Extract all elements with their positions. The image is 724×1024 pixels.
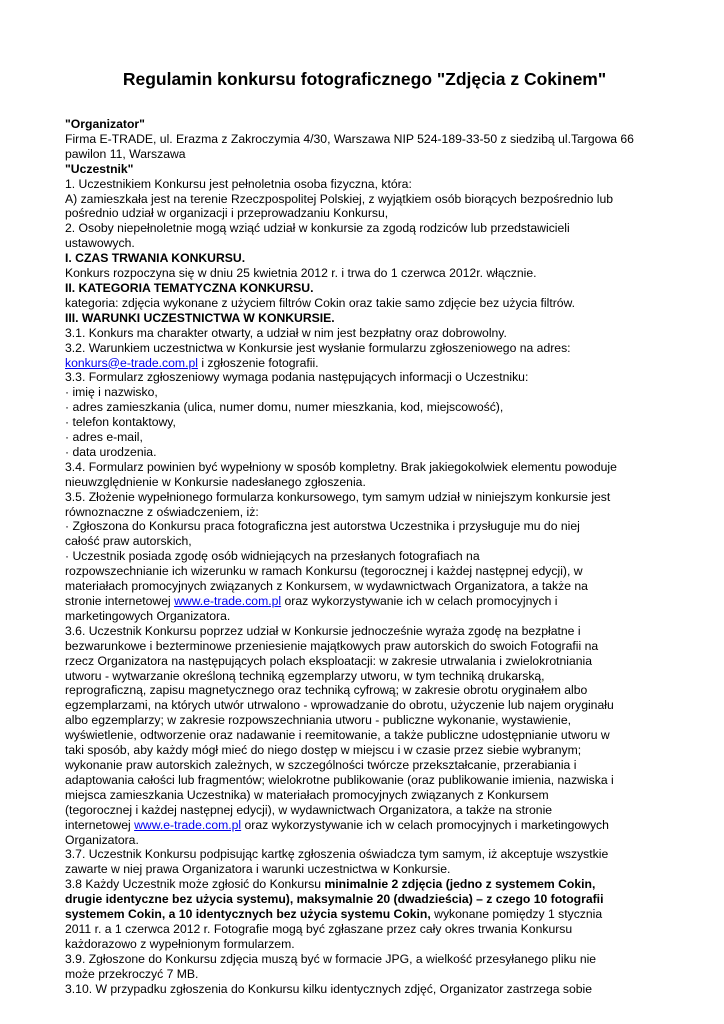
text-line: "Uczestnik" <box>65 161 134 176</box>
text-line: rozpowszechnianie ich wizerunku w ramach Konkursu (tegorocznej i każdej następnej edycji), w <box>65 564 583 579</box>
website-link[interactable]: www.e-trade.com.pl <box>174 594 282 608</box>
website-link[interactable]: www.e-trade.com.pl <box>134 817 242 832</box>
text-line: 3.2. Warunkiem uczestnictwa w Konkursie jest wysłanie formularzu zgłoszeniowego na adres: <box>65 340 571 355</box>
text-line: (tegorocznej i każdej następnej edycji), w wydawnictwach Organizatora, a także na stronie <box>65 802 553 817</box>
list-item: · Zgłoszona do Konkursu praca fotograficzna jest autorstwa Uczestnika i przysługuje mu do niej <box>65 519 580 534</box>
list-item: · data urodzenia. <box>65 444 157 459</box>
text-line <box>65 877 664 892</box>
text-line: Organizatora. <box>65 832 139 847</box>
text-line: 3.6. Uczestnik Konkursu poprzez udział w Konkursie jednocześnie wyraża zgodę na bezpłatne i <box>65 623 581 638</box>
text-span: oraz wykorzystywanie ich w celach promocyjnych i marketingowych <box>241 817 609 832</box>
text-span: 3.8 Każdy Uczestnik może zgłosić do Konkursu <box>65 877 325 892</box>
text-line: 3.9. Zgłoszone do Konkursu zdjęcia muszą być w formacie JPG, a wielkość przesyłanego pliku nie <box>65 951 597 966</box>
bold-span: systemem Cokin, a 10 identycznych bez użycia systemu Cokin, <box>65 907 431 922</box>
section-heading: I. CZAS TRWANIA KONKURSU. <box>65 251 246 266</box>
text-line: pośrednio udział w organizacji i przeprowadzaniu Konkursu, <box>65 206 389 221</box>
text-line: całość praw autorskich, <box>65 534 192 549</box>
text-line: może przekroczyć 7 MB. <box>65 966 199 981</box>
text-line: 1. Uczestnikiem Konkursu jest pełnoletnia osoba fizyczna, która: <box>65 176 412 191</box>
text-line <box>65 356 664 371</box>
list-item: · adres e-mail, <box>65 430 143 445</box>
text-line: rzecz Organizatora na następujących polach eksploatacji: w zakresie utrwalania i zwielokrotniania <box>65 653 593 668</box>
text-line: "Organizator" <box>65 117 145 131</box>
text-line: 3.1. Konkurs ma charakter otwarty, a udział w nim jest bezpłatny oraz dobrowolny. <box>65 325 507 340</box>
text-line: zawarte w niej prawa Organizatora i warunki uczestnictwa w Konkursie. <box>65 862 451 877</box>
text-line: Firma E-TRADE, ul. Erazma z Zakroczymia 4/30, Warszawa NIP 524-189-33-50 z siedzibą ul.Targowa 66 <box>65 131 634 146</box>
text-line: 3.4. Formularz powinien być wypełniony w sposób kompletny. Brak jakiegokolwiek elementu powoduje <box>65 459 617 474</box>
text-line: ustawowych. <box>65 236 135 251</box>
list-item: · Uczestnik posiada zgodę osób widniejących na przesłanych fotografiach na <box>65 549 480 564</box>
text-line: wykonanie praw autorskich zależnych, w szczególności twórcze przekształcanie, przerabiania i <box>65 757 577 772</box>
section-heading: II. KATEGORIA TEMATYCZNA KONKURSU. <box>65 280 314 295</box>
text-line: Konkurs rozpoczyna się w dniu 25 kwietnia 2012 r. i trwa do 1 czerwca 2012r. włącznie. <box>65 266 537 281</box>
text-line: adaptowania całości lub fragmentów; wielokrotne publikowanie (oraz publikowanie imienia, nazwiska i <box>65 772 614 787</box>
text-line: 3.5. Złożenie wypełnionego formularza konkursowego, tym samym udział w niniejszym konkursie jest <box>65 489 611 504</box>
text-span: wykonane pomiędzy 1 stycznia <box>430 907 603 922</box>
list-item: · imię i nazwisko, <box>65 385 158 400</box>
text-line <box>65 907 664 922</box>
text-line: materiałach promocyjnych związanych z Konkursem, w wydawnictwach Organizatora, a także na <box>65 579 588 594</box>
list-item: · adres zamieszkania (ulica, numer domu, numer mieszkania, kod, miejscowość), <box>65 400 504 415</box>
text-line: bezwarunkowe i bezterminowe przeniesienie majątkowych praw autorskich do swoich Fotografii na <box>65 638 599 653</box>
text-line: 3.3. Formularz zgłoszeniowy wymaga podania następujących informacji o Uczestniku: <box>65 370 529 385</box>
text-line: reprograficzną, zapisu magnetycznego oraz techniką cyfrową; w zakresie obrotu oryginałem albo <box>65 683 588 698</box>
text-line: 2. Osoby niepełnoletnie mogą wziąć udział w konkursie za zgodą rodziców lub przedstawicieli <box>65 221 570 236</box>
text-line: pawilon 11, Warszawa <box>65 146 186 161</box>
text-line: albo egzemplarzy; w zakresie rozpowszechniania utworu - publiczne wykonanie, wystawienie, <box>65 713 572 728</box>
text-line: każdorazowo z wypełnionym formularzem. <box>65 936 295 951</box>
text-line: marketingowych Organizatora. <box>65 608 231 623</box>
text-span: i zgłoszenie fotografii. <box>197 355 319 370</box>
text-line: równoznaczne z oświadczeniem, iż: <box>65 504 259 519</box>
text-line: taki sposób, aby każdy mógł mieć do niego dostęp w miejscu i w czasie przez siebie wybranym; <box>65 743 582 758</box>
text-span: internetowej <box>65 817 135 832</box>
text-line: miejsca zamieszkania Uczestnika) w materiałach promocyjnych związanych z Konkursem <box>65 787 549 802</box>
bold-span: minimalnie 2 zdjęcia (jedno z systemem Cokin, <box>324 877 596 892</box>
text-line <box>65 594 664 609</box>
text-span: stronie internetowej <box>65 594 175 608</box>
email-link[interactable]: konkurs@e-trade.com.pl <box>65 355 198 370</box>
text-line: A) zamieszkała jest na terenie Rzeczpospolitej Polskiej, z wyjątkiem osób biorących bezpośrednio lub <box>65 191 614 206</box>
section-heading: III. WARUNKI UCZESTNICTWA W KONKURSIE. <box>65 310 335 325</box>
text-line: 3.7. Uczestnik Konkursu podpisując kartkę zgłoszenia oświadcza tym samym, iż akceptuje wszystkie <box>65 847 609 862</box>
text-line: kategoria: zdjęcia wykonane z użyciem filtrów Cokin oraz takie samo zdjęcie bez użycia filtrów. <box>65 295 576 310</box>
text-line: drugie identyczne bez użycia systemu), maksymalnie 20 (dwadzieścia) – z czego 10 fotografii <box>65 892 604 907</box>
document-body <box>65 117 664 996</box>
text-line: 3.10. W przypadku zgłoszenia do Konkursu kilku identycznych zdjęć, Organizator zastrzega sobie <box>65 981 593 996</box>
text-line: utworu - wytwarzanie określoną techniką egzemplarzy utworu, w tym techniką drukarską, <box>65 668 545 683</box>
text-line: wyświetlenie, odtworzenie oraz nadawanie i reemitowanie, a także publiczne udostępnianie utworu w <box>65 728 610 743</box>
list-item: · telefon kontaktowy, <box>65 415 176 430</box>
text-span: oraz wykorzystywanie ich w celach promocyjnych i <box>281 594 558 608</box>
text-line: 2011 r. a 1 czerwca 2012 r. Fotografie mogą być zgłaszane przez cały okres trwania Konkursu <box>65 921 573 936</box>
page-title: Regulamin konkursu fotograficznego "Zdjęcia z Cokinem" <box>122 69 607 89</box>
text-line <box>65 818 664 833</box>
text-line: egzemplarzami, na których utwór utrwalono - wprowadzanie do obrotu, użyczenie lub najem oryginału <box>65 698 614 713</box>
text-line: nieuwzględnienie w Konkursie nadesłanego zgłoszenia. <box>65 474 366 489</box>
